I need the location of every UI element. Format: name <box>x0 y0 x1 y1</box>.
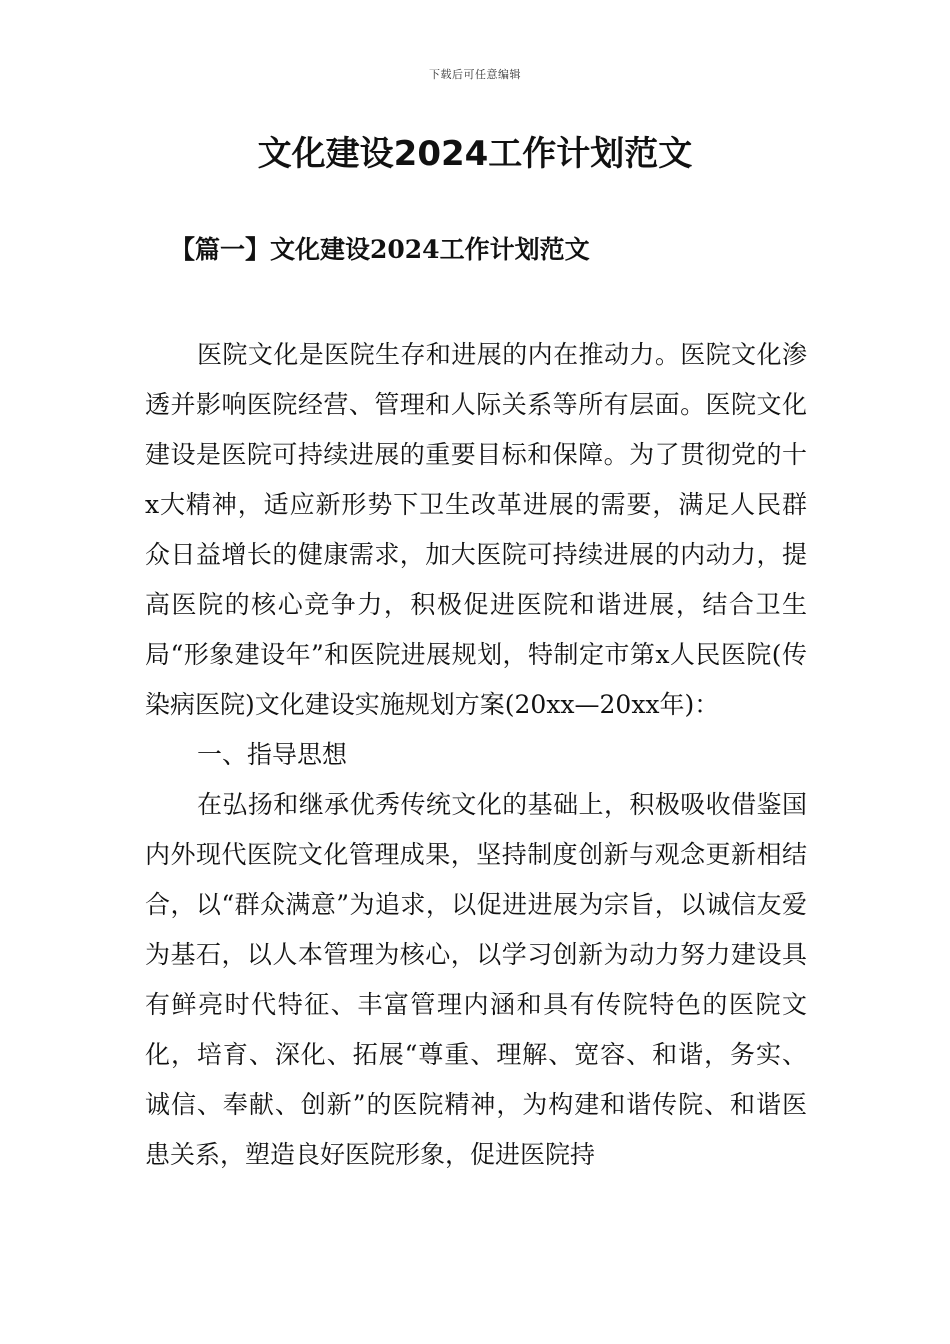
document-title: 文化建设2024工作计划范文 <box>257 134 693 174</box>
document-body <box>145 330 807 1180</box>
paragraph-heading-guiding-ideology: 一、指导思想 <box>197 740 348 769</box>
section-heading: 【篇一】文化建设2024工作计划范文 <box>170 235 590 264</box>
header-note: 下载后可任意编辑 <box>429 68 521 81</box>
paragraph-intro: 医院文化是医院生存和进展的内在推动力。医院文化渗透并影响医院经营、管理和人际关系等所有层面。医院文化建设是医院可持续进展的重要目标和保障。为了贯彻党的十x大精神，适应新形势下卫生改革进展的需要，满足人民群众日益增长的健康需求，加大医院可持续进展的内动力，提高医院的核心竞争力，积极促进医院和谐进展，结合卫生局“形象建设年”和医院进展规划，特制定市第x人民医院(传染病医院)文化建设实施规划方案(20xx—20xx年)： <box>145 340 807 719</box>
paragraph-guiding-ideology: 在弘扬和继承优秀传统文化的基础上，积极吸收借鉴国内外现代医院文化管理成果，坚持制度创新与观念更新相结合，以“群众满意”为追求，以促进进展为宗旨，以诚信友爱为基石，以人本管理为核心，以学习创新为动力努力建设具有鲜亮时代特征、丰富管理内涵和具有传院特色的医院文化，培育、深化、拓展“尊重、理解、宽容、和谐，务实、诚信、奉献、创新”的医院精神，为构建和谐传院、和谐医患关系，塑造良好医院形象，促进医院持 <box>145 790 807 1169</box>
